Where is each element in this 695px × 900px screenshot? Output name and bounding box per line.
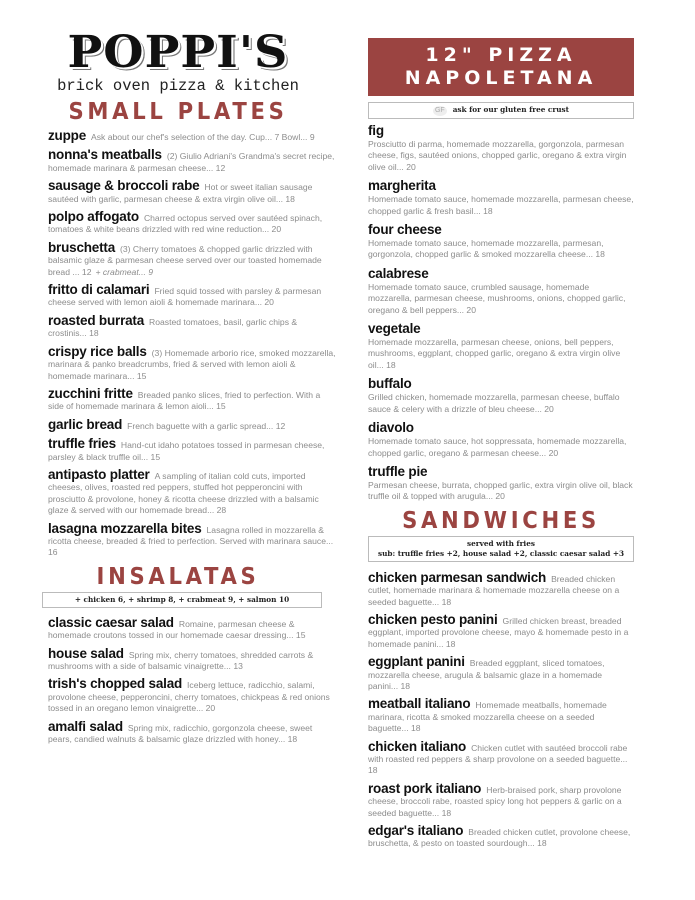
section-title-insalatas: INSALATAS — [96, 563, 260, 590]
menu-item — [48, 677, 338, 714]
menu-item — [368, 782, 634, 819]
menu-item-name: vegetale — [368, 321, 421, 337]
small-plates-list — [48, 129, 338, 559]
menu-item-name: fritto di calamari — [48, 282, 150, 298]
menu-item-description: Homemade meatballs, homemade marinara, ricotta & smoked mozzarella cheese on a seeded baguette... 18 — [368, 700, 607, 734]
menu-item — [48, 647, 338, 673]
menu-item-name: bruschetta — [48, 239, 116, 255]
menu-item-name: sausage & broccoli rabe — [48, 178, 200, 194]
menu-item-description: Breaded panko slices, fried to perfection. With a side of homemade marinara & lemon aioli... 15 — [48, 389, 321, 412]
menu-item — [48, 418, 338, 432]
menu-item — [368, 740, 634, 777]
menu-item-description: Parmesan cheese, burrata, chopped garlic, extra virgin olive oil, black truffle oil & topped with arugula... 20 — [368, 479, 633, 502]
pizza-title-line1: 12" PIZZA — [425, 44, 577, 66]
menu-item-name: eggplant panini — [368, 654, 465, 670]
menu-item — [48, 179, 338, 205]
pizza-list — [368, 123, 634, 503]
menu-item-name: buffalo — [368, 376, 412, 392]
sandwiches-list — [368, 571, 634, 850]
restaurant-logo — [48, 27, 308, 95]
menu-item — [368, 321, 634, 371]
menu-item — [48, 345, 338, 382]
gluten-free-note — [368, 102, 634, 119]
menu-item-description: Homemade tomato sauce, crumbled sausage, homemade mozzarella, parmesan cheese, mushrooms, onions, chopped garlic, oregano & bell peppers... 20 — [368, 281, 626, 315]
menu-item-description: Homemade tomato sauce, hot soppressata, homemade mozzarella, chopped garlic, oregano & parmesan cheese... 20 — [368, 436, 627, 458]
menu-item-description: (3) Homemade arborio rice, smoked mozzarella, marinara & panko breadcrumbs, fried & served with lemon aioli & homemade marinara... 15 — [48, 347, 336, 381]
menu-item-description: Breaded chicken cutlet, homemade marinara & homemade mozzarella cheese on a seeded baguette... 18 — [368, 573, 620, 607]
sandwiches-note-line1: served with fries — [467, 538, 535, 548]
menu-item-description: (2) Giulio Adriani's Grandma's secret recipe, homemade marinara & parmesan cheese... 12 — [48, 151, 335, 173]
menu-item-name: classic caesar salad — [48, 614, 174, 630]
menu-item-name: house salad — [48, 645, 124, 661]
menu-item-name: zucchini fritte — [48, 385, 133, 401]
menu-item-description: Hot or sweet italian sausage sautéed with garlic, parmesan cheese & extra virgin olive oil... 18 — [48, 182, 313, 204]
section-title-small-plates: SMALL PLATES — [68, 99, 288, 125]
menu-item — [48, 129, 338, 143]
menu-item-description: (3) Cherry tomatoes & chopped garlic drizzled with balsamic glaze & parmesan cheese served over our toasted homemade bread ... 12 — [48, 243, 322, 277]
menu-item-description: Charred octopus served over sautéed spinach, tomatoes & white beans drizzled with red wine reduction... 20 — [48, 213, 323, 235]
menu-item-name: chicken parmesan sandwich — [368, 569, 547, 585]
menu-item-name: trish's chopped salad — [48, 676, 183, 692]
menu-item-name: chicken pesto panini — [368, 611, 498, 627]
menu-item-description: Herb-braised pork, sharp provolone cheese, broccoli rabe, roasted spicy long hot peppers & garlic on a seeded baguette... 18 — [368, 784, 622, 818]
menu-item — [368, 178, 634, 217]
menu-item — [368, 266, 634, 316]
menu-item — [48, 720, 338, 746]
menu-item-name: amalfi salad — [48, 718, 123, 734]
menu-item-name: roasted burrata — [48, 312, 145, 328]
menu-item-description: Breaded chicken cutlet, provolone cheese, bruschetta, & pesto on toasted sourdough... 18 — [368, 827, 631, 849]
menu-item-name: garlic bread — [48, 416, 123, 432]
menu-item-description: Ask about our chef's selection of the day. Cup... 7 Bowl... 9 — [91, 132, 315, 142]
menu-item-description: Iceberg lettuce, radicchio, salami, provolone cheese, pepperoncini, cherry tomatoes, chickpeas & red onions tossed in an oregano lemon vinaigrette... 20 — [48, 680, 330, 714]
menu-item — [368, 464, 634, 503]
menu-item-name: roast pork italiano — [368, 780, 482, 796]
gluten-free-icon: GF — [434, 107, 445, 114]
menu-item-description: Roasted tomatoes, basil, garlic chips & crostinis... 18 — [48, 316, 298, 339]
menu-item — [48, 283, 338, 309]
menu-item-name: diavolo — [368, 420, 414, 436]
menu-item — [48, 616, 338, 642]
menu-item-name: lasagna mozzarella bites — [48, 520, 202, 536]
menu-item-name: chicken italiano — [368, 738, 467, 754]
menu-item-description: Prosciutto di parma, homemade mozzarella, gorgonzola, parmesan cheese, figs, sautéed onions, chopped garlic, oregano & extra virgin olive oil... 20 — [368, 139, 627, 172]
menu-item — [368, 613, 634, 650]
menu-item — [48, 241, 338, 278]
pizza-title-line2: NAPOLETANA — [404, 67, 598, 89]
menu-item-description: Romaine, parmesan cheese & homemade croutons tossed in our homemade caesar dressing... 15 — [48, 618, 306, 641]
sandwiches-note — [368, 536, 634, 562]
menu-item-name: four cheese — [368, 222, 442, 238]
menu-item-name: truffle fries — [48, 436, 116, 452]
menu-item — [48, 148, 338, 174]
menu-item — [368, 655, 634, 692]
menu-item-description: Fried squid tossed with parsley & parmesan cheese served with lemon aioli & homemade marinara... 20 — [48, 286, 322, 308]
menu-item — [368, 123, 634, 173]
menu-item-description: Grilled chicken, homemade mozzarella, parmesan cheese, buffalo sauce & celery with a drizzle of bleu cheese... 20 — [368, 392, 620, 414]
menu-item-description: Homemade tomato sauce, homemade mozzarella, parmesan, gorgonzola, chopped garlic & smoked mozzarella cheese... 18 — [368, 238, 605, 260]
menu-item — [368, 376, 634, 415]
menu-item-description: Grilled chicken breast, breaded eggplant, imported provolone cheese, mayo & homemade pesto in a homemade panini... 18 — [368, 615, 629, 649]
menu-item-description: Chicken cutlet with sautéed broccoli rabe with roasted red peppers & sharp provolone on a seeded baguette... 18 — [368, 742, 628, 776]
menu-item-description: Lasagna rolled in mozzarella & ricotta cheese, breaded & fried to perfection. Served with marinara sauce... 16 — [48, 524, 334, 558]
menu-item-description: Spring mix, cherry tomatoes, shredded carrots & mushrooms with a side of balsamic vinaigrette... 13 — [48, 649, 314, 671]
menu-item-description: Homemade tomato sauce, homemade mozzarella, parmesan cheese, chopped garlic & fresh basil... 18 — [368, 194, 634, 216]
gluten-free-text: ask for our gluten free crust — [452, 105, 570, 114]
menu-item — [368, 571, 634, 608]
menu-item — [48, 468, 338, 517]
menu-item — [48, 314, 338, 340]
menu-item-name: edgar's italiano — [368, 823, 464, 839]
pizza-banner — [368, 38, 634, 96]
menu-item-description: Spring mix, radicchio, gorgonzola cheese, sweet pears, candied walnuts & balsamic glaze drizzled with honey... 18 — [48, 722, 313, 745]
right-column — [368, 38, 634, 855]
menu-item-name: margherita — [368, 178, 436, 194]
menu-item-name: antipasto platter — [48, 466, 150, 482]
logo-tagline: brick oven pizza & kitchen — [57, 77, 299, 95]
menu-item-name: calabrese — [368, 265, 429, 281]
menu-item-description: Homemade mozzarella, parmesan cheese, onions, bell peppers, mushrooms, eggplant, chopped garlic, oregano & extra virgin olive oil... 18 — [368, 337, 621, 370]
left-column — [48, 27, 338, 750]
menu-item-name: fig — [368, 123, 384, 138]
menu-item-description: Breaded eggplant, sliced tomatoes, mozzarella cheese, arugula & balsamic glaze in a homemade panini... 18 — [368, 658, 605, 691]
logo-name: POPPI'S — [67, 27, 289, 78]
menu-item — [368, 824, 634, 850]
menu-item-extra: + crabmeat... 9 — [95, 266, 154, 277]
insalatas-addons-note: + chicken 6, + shrimp 8, + crabmeat 9, + salmon 10 — [42, 592, 322, 608]
menu-item-name: zuppe — [48, 128, 86, 143]
menu-item — [368, 697, 634, 734]
menu-item-name: nonna's meatballs — [48, 147, 162, 163]
menu-item-name: crispy rice balls — [48, 343, 147, 359]
menu-item — [48, 522, 338, 559]
menu-item-name: polpo affogato — [48, 209, 139, 225]
menu-item-description: French baguette with a garlic spread... 12 — [127, 420, 286, 431]
menu-item — [48, 387, 338, 413]
menu-item-name: meatball italiano — [368, 696, 471, 712]
menu-item — [368, 222, 634, 261]
menu-item-name: truffle pie — [368, 463, 428, 479]
menu-item — [48, 437, 338, 463]
section-title-sandwiches: SANDWICHES — [402, 507, 600, 534]
insalatas-list — [48, 616, 338, 746]
menu-item — [368, 420, 634, 459]
menu-item-description: A sampling of italian cold cuts, imported cheeses, olives, roasted red peppers, stuffed hot pepperoncini with prosciutto & provolone, honey & ricotta cheese drizzled with a balsamic glaze & served with our homemade bread... 28 — [48, 470, 319, 516]
menu-item-description: Hand-cut idaho potatoes tossed in parmesan cheese, parsley & black truffle oil... 15 — [48, 440, 325, 462]
sandwiches-note-line2: sub: truffle fries +2, house salad +2, classic caesar salad +3 — [377, 548, 625, 558]
menu-item — [48, 210, 338, 236]
